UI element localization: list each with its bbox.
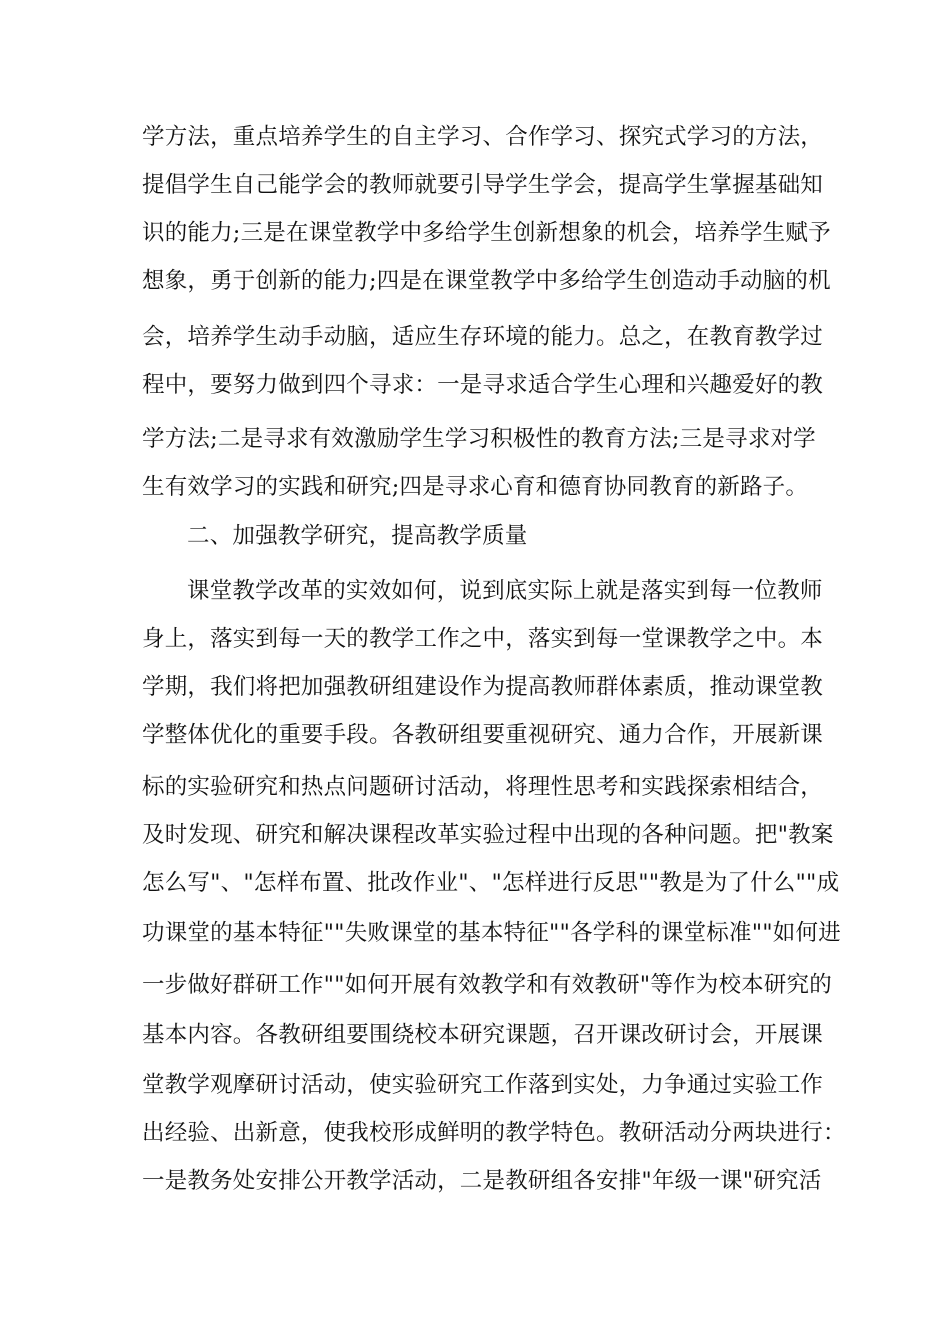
- text-line: 学整体优化的重要手段。各教研组要重视研究、通力合作，开展新课: [142, 722, 824, 748]
- text-line: 标的实验研究和热点问题研讨活动，将理性思考和实践探索相结合，: [142, 774, 824, 800]
- text-line: 及时发现、研究和解决课程改革实验过程中出现的各种问题。把"教案: [142, 822, 834, 848]
- text-line: 识的能力;三是在课堂教学中多给学生创新想象的机会，培养学生赋予: [142, 220, 831, 246]
- text-line: 堂教学观摩研讨活动，使实验研究工作落到实处，力争通过实验工作: [142, 1072, 824, 1098]
- text-line: 学期，我们将把加强教研组建设作为提高教师群体素质，推动课堂教: [142, 674, 824, 700]
- text-line: 学方法;二是寻求有效激励学生学习积极性的教育方法;三是寻求对学: [142, 426, 816, 452]
- text-line: 生有效学习的实践和研究;四是寻求心育和德育协同教育的新路子。: [142, 474, 809, 500]
- text-line: 程中，要努力做到四个寻求：一是寻求适合学生心理和兴趣爱好的教: [142, 372, 824, 398]
- text-line: 想象，勇于创新的能力;四是在课堂教学中多给学生创造动手动脑的机: [142, 268, 831, 294]
- section-heading: 二、加强教学研究，提高教学质量: [187, 523, 528, 549]
- text-line: 身上，落实到每一天的教学工作之中，落实到每一堂课教学之中。本: [142, 626, 824, 652]
- text-line: 会，培养学生动手动脑，适应生存环境的能力。总之，在教育教学过: [142, 324, 824, 350]
- text-line: 课堂教学改革的实效如何，说到底实际上就是落实到每一位教师: [187, 578, 823, 604]
- text-line: 学方法，重点培养学生的自主学习、合作学习、探究式学习的方法，: [142, 124, 824, 150]
- text-line: 基本内容。各教研组要围绕校本研究课题，召开课改研讨会，开展课: [142, 1022, 824, 1048]
- text-line: 提倡学生自己能学会的教师就要引导学生学会，提高学生掌握基础知: [142, 172, 824, 198]
- text-line: 一步做好群研工作""如何开展有效教学和有效教研"等作为校本研究的: [142, 972, 832, 998]
- text-line: 出经验、出新意，使我校形成鲜明的教学特色。教研活动分两块进行：: [142, 1120, 846, 1146]
- text-line: 功课堂的基本特征""失败课堂的基本特征""各学科的课堂标准""如何进: [142, 920, 841, 946]
- text-line: 怎么写"、"怎样布置、批改作业"、"怎样进行反思""教是为了什么""成: [142, 870, 840, 896]
- text-line: 一是教务处安排公开教学活动，二是教研组各安排"年级一课"研究活: [142, 1168, 822, 1194]
